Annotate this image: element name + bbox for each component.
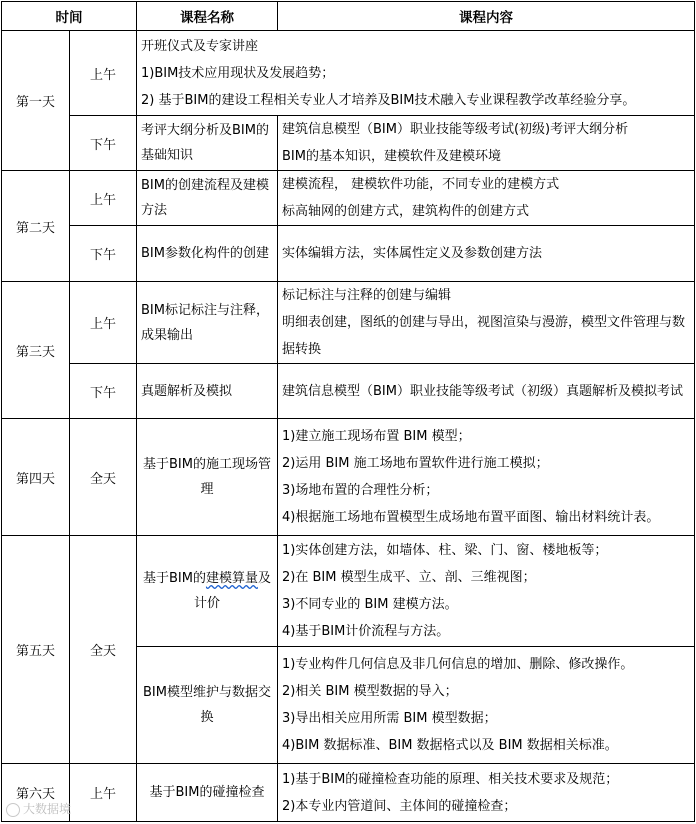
content-line: 标高轴网的创建方式，建筑构件的创建方式 <box>282 204 530 219</box>
content-line: 建模流程， 建模软件功能，不同专业的建模方式 <box>282 177 560 192</box>
course-content-cell <box>278 171 695 226</box>
content-line: 1)建立施工现场布置 BIM 模型； <box>282 429 471 444</box>
course-name-cell: BIM的创建流程及建模方法 <box>137 171 278 226</box>
header-time: 时间 <box>2 2 137 31</box>
table-header-row <box>2 2 695 31</box>
content-line: 1)专业构件几何信息及非几何信息的增加、删除、修改操作。 <box>282 657 634 672</box>
half-day-cell: 下午 <box>70 364 137 419</box>
course-content-cell <box>278 419 695 536</box>
header-course-content: 课程内容 <box>278 2 695 31</box>
content-line: 建筑信息模型（BIM）职业技能等级考试（初级）真题解析及模拟考试 <box>282 383 683 399</box>
content-line: 实体编辑方法，实体属性定义及参数创建方法 <box>282 246 543 261</box>
course-name-cell: BIM模型维护与数据交换 <box>137 647 278 764</box>
course-schedule-table <box>1 1 695 822</box>
half-day-cell: 上午 <box>70 764 137 822</box>
content-line: 标记标注与注释的创建与编辑 <box>282 288 452 303</box>
content-line: 4)基于BIM计价流程与方法。 <box>282 624 450 639</box>
day-cell: 第五天 <box>2 536 70 764</box>
table-row <box>2 536 695 647</box>
course-name-cell: 基于BIM的碰撞检查 <box>137 764 278 822</box>
watermark-logo-icon <box>6 803 20 817</box>
table-row <box>2 116 695 171</box>
table-row <box>2 764 695 822</box>
watermark-text: 大数据境 <box>23 802 72 816</box>
content-line: 2)运用 BIM 施工场地布置软件进行施工模拟； <box>282 456 549 471</box>
half-day-cell: 全天 <box>70 536 137 764</box>
course-name-prefix: 基于BIM的 <box>142 571 206 586</box>
course-content-cell <box>278 116 695 171</box>
course-name-suffix: 及计价 <box>193 571 271 611</box>
content-line: 3)导出相关应用所需 BIM 模型数据； <box>282 711 497 726</box>
course-content-cell <box>278 226 695 282</box>
half-day-cell: 上午 <box>70 282 137 364</box>
content-line: 4)根据施工场地布置模型生成场地布置平面图、输出材料统计表。 <box>282 510 660 525</box>
course-name: 开班仪式及专家讲座 <box>141 39 259 54</box>
table-row <box>2 31 695 116</box>
half-day-cell: 下午 <box>70 116 137 171</box>
table-row <box>2 226 695 282</box>
course-content-cell <box>278 536 695 647</box>
course-name-cell: BIM标记标注与注释，成果输出 <box>137 282 278 364</box>
content-line: 1)实体创建方法，如墙体、柱、梁、门、窗、楼地板等； <box>282 543 608 558</box>
table-row <box>2 419 695 536</box>
day-cell: 第六天 <box>2 764 70 822</box>
watermark <box>6 800 71 817</box>
course-content-cell <box>137 31 695 116</box>
course-content-cell <box>278 364 695 419</box>
day-cell: 第二天 <box>2 171 70 282</box>
course-name-underlined: 建模算量 <box>205 571 258 586</box>
half-day-cell: 全天 <box>70 419 137 536</box>
content-line: 2)本专业内管道间、主体间的碰撞检查； <box>282 798 517 814</box>
content-line: 1)基于BIM的碰撞检查功能的原理、相关技术要求及规范； <box>282 771 619 787</box>
content-line: 2)在 BIM 模型生成平、立、剖、三维视图； <box>282 570 536 585</box>
content-line: BIM的基本知识，建模软件及建模环境 <box>282 149 501 164</box>
course-name-cell <box>137 536 278 647</box>
day-cell: 第一天 <box>2 31 70 171</box>
content-line: 明细表创建，图纸的创建与导出，视图渲染与漫游，模型文件管理与数据转换 <box>282 315 686 357</box>
course-content-cell <box>278 764 695 822</box>
day-cell: 第四天 <box>2 419 70 536</box>
half-day-cell: 下午 <box>70 226 137 282</box>
content-line: 4)BIM 数据标准、BIM 数据格式以及 BIM 数据相关标准。 <box>282 738 618 753</box>
course-content-cell <box>278 647 695 764</box>
content-line: 3)场地布置的合理性分析； <box>282 483 439 498</box>
half-day-cell: 上午 <box>70 171 137 226</box>
header-course-name: 课程名称 <box>137 2 278 31</box>
day-cell: 第三天 <box>2 282 70 419</box>
course-name-cell: 基于BIM的施工现场管理 <box>137 419 278 536</box>
half-day-cell: 上午 <box>70 31 137 116</box>
table-row <box>2 171 695 226</box>
content-line: 2)相关 BIM 模型数据的导入； <box>282 684 458 699</box>
content-line: 3)不同专业的 BIM 建模方法。 <box>282 597 458 612</box>
content-line: 1)BIM技术应用现状及发展趋势； <box>141 66 335 81</box>
course-name-cell: BIM参数化构件的创建 <box>137 226 278 282</box>
table-row <box>2 364 695 419</box>
content-line: 建筑信息模型（BIM）职业技能等级考试(初级)考评大纲分析 <box>282 122 629 137</box>
course-name-cell: 考评大纲分析及BIM的基础知识 <box>137 116 278 171</box>
course-name-cell: 真题解析及模拟 <box>137 364 278 419</box>
content-line: 2) 基于BIM的建设工程相关专业人才培养及BIM技术融入专业课程教学改革经验分享。 <box>141 93 636 108</box>
course-content-cell <box>278 282 695 364</box>
table-row <box>2 282 695 364</box>
